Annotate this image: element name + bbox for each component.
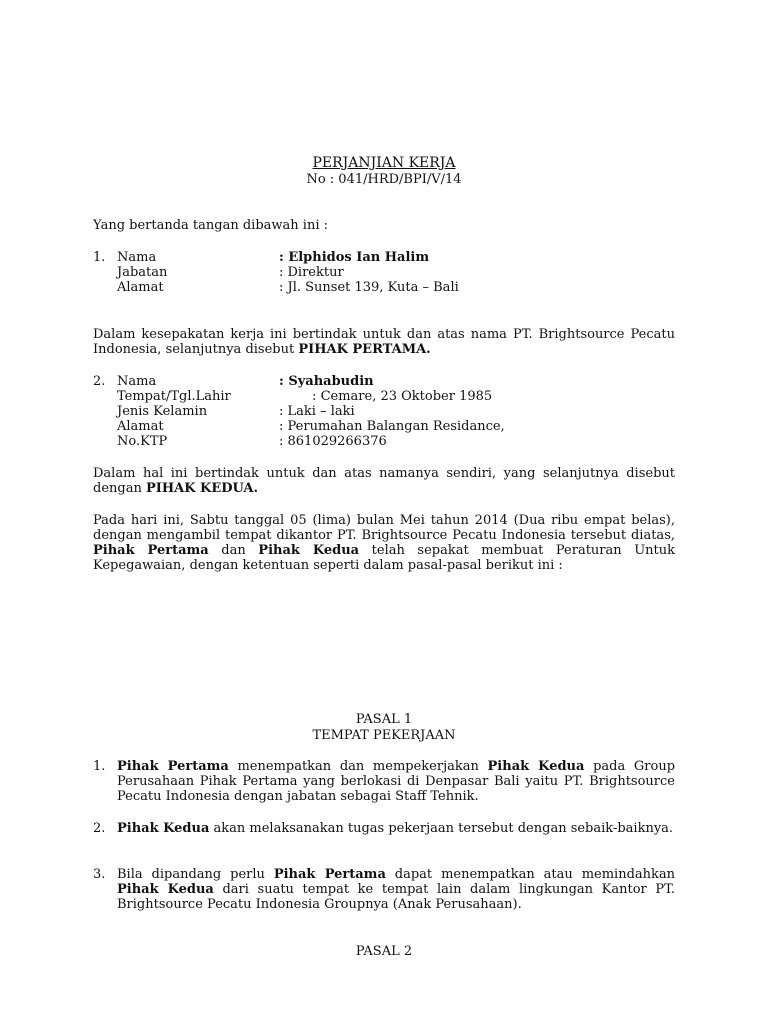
list-item-text: akan melaksanakan tugas pekerjaan tersebut dengan sebaik-baiknya. [209, 821, 674, 836]
paragraph-text: Pada hari ini, Sabtu tanggal 05 (lima) bulan Mei tahun 2014 (Dua ribu empat belas), dengan mengambil tempat dikantor PT. Brightsource Pecatu Indonesia tersebut diatas, [93, 513, 675, 543]
list-item-text: menempatkan dan mempekerjakan [228, 759, 488, 774]
party-one-row [93, 250, 693, 265]
intro-text: Yang bertanda tangan dibawah ini : [93, 218, 328, 233]
paragraph-agreement [93, 513, 675, 573]
paragraph-party-one [93, 327, 675, 357]
list-item-number: 3. [93, 867, 106, 882]
party-two-row [93, 404, 693, 419]
pasal-1-heading: PASAL 1 [355, 712, 413, 727]
party-one-row [93, 265, 693, 280]
pihak-pertama-label: Pihak Pertama [273, 867, 386, 882]
party-one-label: Nama [117, 250, 157, 265]
party-two-value: : 861029266376 [279, 434, 387, 449]
party-one-label: Jabatan [117, 265, 168, 280]
pasal-1-list [93, 867, 675, 912]
list-item-text: dari suatu tempat ke tempat lain dalam lingkungan Kantor PT. Brightsource Pecatu Indonesia Groupnya (Anak Perusahaan). [117, 882, 676, 912]
pihak-pertama-label: Pihak Pertama [117, 759, 229, 774]
pasal-1-subheading: TEMPAT PEKERJAAN [312, 728, 456, 743]
party-one-number: 1. [93, 250, 106, 265]
pihak-kedua-label: Pihak Kedua [117, 882, 214, 897]
pihak-kedua-label: Pihak Kedua [487, 759, 585, 774]
pasal-2-heading: PASAL 2 [355, 944, 413, 959]
pasal-1-list [93, 821, 675, 836]
party-two-label: No.KTP [117, 434, 168, 449]
party-two-label: Nama [117, 374, 157, 389]
list-item-text: Bila dipandang perlu [117, 867, 274, 882]
paragraph-text: Dalam hal ini bertindak untuk dan atas namanya sendiri, yang selanjutnya disebut dengan [93, 466, 675, 496]
pihak-kedua-label: Pihak Kedua [258, 543, 360, 558]
list-item [93, 821, 675, 836]
list-item-number: 2. [93, 821, 106, 836]
paragraph-text: telah sepakat membuat Peraturan Untuk Kepegawaian, dengan ketentuan seperti dalam pasal-pasal berikut ini : [93, 543, 675, 573]
paragraph-text: Dalam kesepakatan kerja ini bertindak untuk dan atas nama PT. Brightsource Pecatu Indonesia, selanjutnya disebut [93, 327, 675, 357]
paragraph-party-two [93, 466, 675, 496]
pihak-kedua-label: PIHAK KEDUA. [145, 481, 259, 496]
party-two-row [93, 419, 693, 434]
party-one-value: : Elphidos Ian Halim [279, 250, 430, 265]
party-two-label: Tempat/Tgl.Lahir [117, 389, 231, 404]
list-item-text: dapat menempatkan atau memindahkan [385, 867, 676, 882]
party-two-value: : Perumahan Balangan Residance, [279, 419, 505, 434]
party-two-value: : Cemare, 23 Oktober 1985 [279, 389, 493, 404]
document-number: No : 041/HRD/BPI/V/14 [306, 172, 462, 187]
party-two-label: Alamat [117, 419, 164, 434]
party-one-value: : Direktur [279, 265, 344, 280]
party-two-value: : Laki – laki [279, 404, 355, 419]
party-one-block [93, 250, 693, 295]
document-title: PERJANJIAN KERJA [312, 155, 456, 171]
party-one-value: : Jl. Sunset 139, Kuta – Bali [279, 280, 459, 295]
pihak-kedua-label: Pihak Kedua [117, 821, 210, 836]
pihak-pertama-label: Pihak Pertama [93, 543, 209, 558]
pihak-pertama-label: PIHAK PERTAMA. [298, 342, 431, 357]
party-two-row [93, 434, 693, 449]
party-two-number: 2. [93, 374, 106, 389]
party-one-row [93, 280, 693, 295]
list-item [93, 759, 675, 804]
party-two-label: Jenis Kelamin [117, 404, 208, 419]
party-two-block [93, 374, 693, 449]
party-two-row [93, 389, 693, 404]
party-two-row [93, 374, 693, 389]
list-item-text: pada Group Perusahaan Pihak Pertama yang berlokasi di Denpasar Bali yaitu PT. Brightsource Pecatu Indonesia dengan jabatan sebagai Staff Tehnik. [117, 759, 676, 804]
paragraph-text: dan [208, 543, 259, 558]
party-two-value: : Syahabudin [279, 374, 374, 389]
list-item-number: 1. [93, 759, 106, 774]
party-one-label: Alamat [117, 280, 164, 295]
list-item [93, 867, 675, 912]
pasal-1-list [93, 759, 675, 804]
